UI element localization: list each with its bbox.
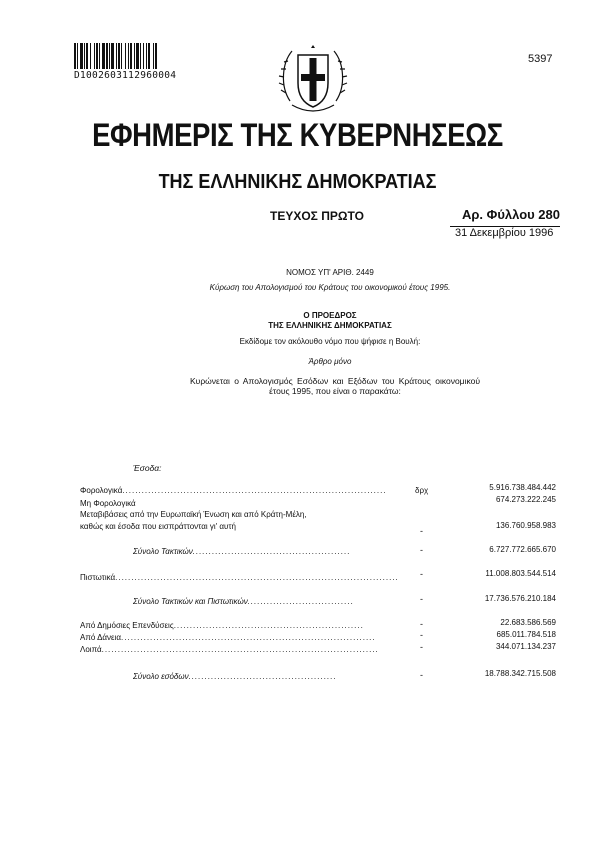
table-row-value: 11.008.803.544.514 <box>485 569 556 578</box>
president-heading <box>200 311 460 331</box>
table-row-label <box>80 645 379 655</box>
barcode-number: D1002603112960004 <box>74 70 177 81</box>
gazette-subtitle: ΤΗΣ ΕΛΛΗΝΙΚΗΣ ΔΗΜΟΚΡΑΤΙΑΣ <box>158 171 437 193</box>
table-row-label <box>133 597 354 607</box>
leader-dots: ................................. <box>247 597 355 606</box>
ditto-mark: - <box>420 642 423 652</box>
row-label: Λοιπά <box>80 645 102 654</box>
table-row-label <box>133 547 351 557</box>
issue-date: 31 Δεκεμβρίου 1996 <box>455 227 554 239</box>
ditto-mark: - <box>420 670 423 680</box>
article-heading: Άρθρο μόνο <box>308 357 352 366</box>
ditto-mark: - <box>420 545 423 555</box>
table-row-value: 6.727.772.665.670 <box>489 545 556 554</box>
leader-dots: ............................................................................... <box>121 633 376 642</box>
table-row-value: 136.760.958.983 <box>495 521 556 530</box>
barcode <box>74 43 214 69</box>
page-number: 5397 <box>528 53 553 65</box>
row-label: Σύνολο Τακτικών <box>133 547 193 556</box>
issue-label: ΤΕΥΧΟΣ ΠΡΩΤΟ <box>270 209 364 223</box>
table-row-value: 5.916.738.484.442 <box>489 483 556 492</box>
table-row-label <box>133 672 337 682</box>
sheet-number: Αρ. Φύλλου 280 <box>462 207 561 222</box>
table-row-value: 22.683.586.569 <box>500 618 556 627</box>
leader-dots: ........................................................................................ <box>115 573 399 582</box>
article-body: Κυρώνεται ο Απολογισμός Εσόδων και Εξόδων του Κράτους οικονομικού έτους 1995, που είναι ο παρακάτω: <box>190 376 480 396</box>
gazette-title: ΕΦΗΜΕΡΙΣ ΤΗΣ ΚΥΒΕΡΝΗΣΕΩΣ <box>92 117 503 153</box>
table-row-value: 18.788.342.715.508 <box>484 669 556 678</box>
table-row-value: 344.071.134.237 <box>495 642 556 651</box>
table-row-label <box>80 573 399 583</box>
table-row-label: Μεταβιβάσεις από την Ευρωπαϊκή Ένωση και από Κράτη-Μέλη, <box>80 510 307 519</box>
ditto-mark: - <box>420 594 423 604</box>
president-line-2: ΤΗΣ ΕΛΛΗΝΙΚΗΣ ΔΗΜΟΚΡΑΤΙΑΣ <box>268 321 392 330</box>
table-row-label <box>80 621 364 631</box>
ditto-mark: - <box>420 526 423 536</box>
table-row-value: 685.011.784.518 <box>496 630 556 639</box>
row-label: Πιστωτικά <box>80 573 116 582</box>
leader-dots: .................................................................................. <box>122 486 387 495</box>
enactment-text: Εκδίδομε τον ακόλουθο νόμο που ψήφισε η Βουλή: <box>239 337 421 346</box>
ditto-mark: - <box>420 619 423 629</box>
table-row-label <box>80 486 387 496</box>
barcode-bar <box>157 43 158 69</box>
currency-unit: δρχ <box>415 486 429 495</box>
row-label: Φορολογικά <box>80 486 123 495</box>
row-label: Από Δημόσιες Επενδύσεις <box>80 621 174 630</box>
revenue-heading: Έσοδα: <box>133 463 162 473</box>
row-label: Σύνολο εσόδων <box>133 672 189 681</box>
ditto-mark: - <box>420 630 423 640</box>
leader-dots: .............................................. <box>188 672 337 681</box>
table-row-label <box>80 633 376 643</box>
ditto-mark: - <box>420 569 423 579</box>
leader-dots: ................................................. <box>192 547 351 556</box>
row-label: Από Δάνεια <box>80 633 122 642</box>
table-row-value: 674.273.222.245 <box>495 495 556 504</box>
president-line-1: Ο ΠΡΟΕΔΡΟΣ <box>303 311 357 320</box>
table-row-value: 17.736.576.210.184 <box>484 594 556 603</box>
leader-dots: ........................................................... <box>173 621 364 630</box>
law-number: ΝΟΜΟΣ ΥΠ' ΑΡΙΘ. 2449 <box>286 268 374 277</box>
coat-of-arms-icon <box>278 41 348 119</box>
row-label: Μη Φορολογικά <box>80 499 136 508</box>
law-ratification: Κύρωση του Απολογισμού του Κράτους του οικονομικού έτους 1995. <box>209 283 451 292</box>
row-label: Σύνολο Τακτικών και Πιστωτικών <box>133 597 248 606</box>
table-row-label <box>80 499 136 509</box>
leader-dots: ...................................................................................... <box>101 645 379 654</box>
table-row-label: καθώς και έσοδα που εισπράττονται γι' αυτή <box>80 522 236 531</box>
